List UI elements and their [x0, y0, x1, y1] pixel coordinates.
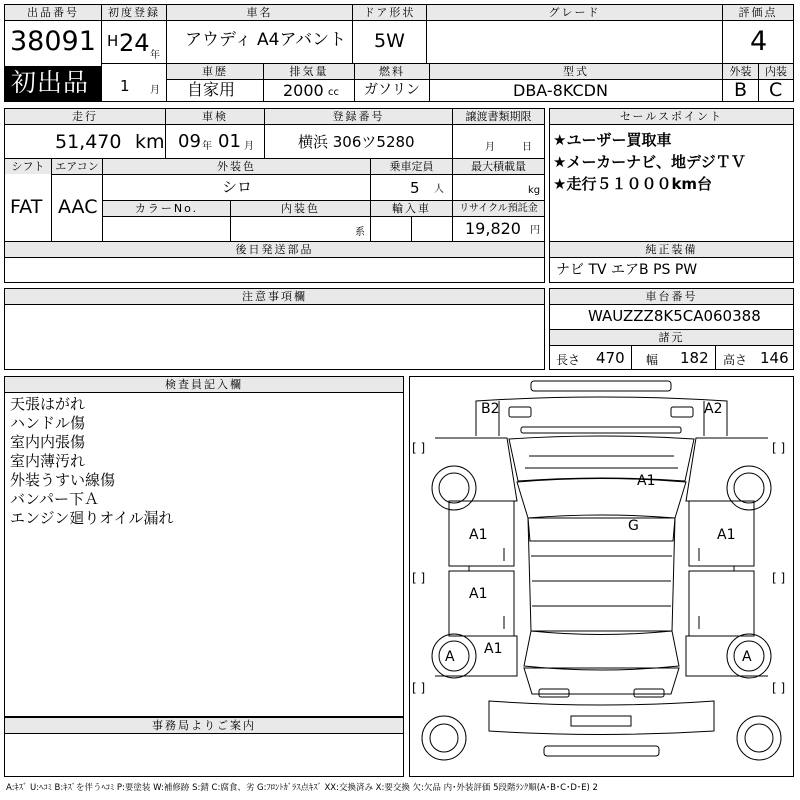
month-unit: 月	[150, 85, 160, 96]
inspector-note: 室内内張傷	[10, 433, 86, 451]
inspector-note: バンパー下Ａ	[10, 490, 99, 508]
grade-label: グレード	[427, 5, 722, 20]
displacement-unit: cc	[328, 87, 339, 98]
length-label: 長さ	[556, 353, 581, 367]
mark-a2: A2	[704, 401, 723, 417]
door-value: 5W	[374, 30, 405, 52]
era-letter: H	[107, 32, 119, 50]
interior-grade: C	[769, 79, 783, 101]
mark-a1-hood: A1	[637, 473, 656, 489]
capacity-value: 5	[410, 179, 420, 197]
mileage-unit: km	[135, 131, 165, 153]
office-label: 事務局よりご案内	[5, 718, 403, 733]
interior-label: 内装	[759, 64, 793, 79]
plate-label: 登録番号	[265, 109, 452, 124]
inspector-note: エンジン廻りオイル漏れ	[10, 509, 174, 527]
length-value: 470	[596, 349, 625, 367]
bracket-mid-right: [ ]	[772, 571, 786, 585]
mark-a1-left-rear: A1	[469, 586, 488, 602]
chassis-value: WAUZZZ8K5CA060388	[588, 307, 761, 325]
height-value: 146	[760, 349, 789, 367]
year-number: 24	[119, 29, 150, 57]
bracket-front-right: [ ]	[772, 441, 786, 455]
inspection-year: 09	[178, 131, 201, 152]
mark-a1-left-front: A1	[469, 527, 488, 543]
first-listing-label: 初出品	[11, 68, 90, 97]
lot-number: 38091	[10, 26, 96, 57]
sales-point-item: ★メーカーナビ、地デジＴＶ	[553, 153, 746, 171]
mark-g-windshield: G	[628, 518, 639, 534]
shift-label: シフト	[5, 159, 51, 174]
colorno-label: カラーNo.	[103, 201, 230, 216]
bracket-front-left: [ ]	[412, 441, 426, 455]
width-value: 182	[680, 349, 709, 367]
inspection-month: 01	[218, 131, 241, 152]
fuel-value: ガソリン	[364, 82, 420, 98]
transfer-label: 譲渡書類期限	[453, 109, 544, 124]
sales-point-item: ★走行５１０００km台	[553, 175, 713, 193]
sales-points-label: セールスポイント	[550, 109, 793, 124]
inspection-year-unit: 年	[202, 141, 212, 152]
mileage-label: 走行	[5, 109, 165, 124]
height-label: 高さ	[723, 353, 748, 367]
lot-label: 出品番号	[5, 5, 101, 20]
shift-value: FAT	[10, 196, 43, 218]
load-label: 最大積載量	[453, 159, 544, 174]
transfer-month-unit: 月	[485, 142, 495, 153]
bracket-rear-left: [ ]	[412, 681, 426, 695]
load-unit: kg	[528, 185, 541, 196]
interior-color-label: 内装色	[231, 201, 370, 216]
model-name-label: 車名	[167, 5, 352, 20]
door-label: ドア形状	[353, 5, 426, 20]
recycle-value: 19,820	[465, 219, 521, 238]
car-diagram	[409, 376, 794, 777]
equipment-label: 純正装備	[550, 242, 793, 257]
inspector-note: ハンドル傷	[10, 414, 86, 432]
sales-points-list	[553, 129, 791, 195]
width-label: 幅	[646, 353, 659, 367]
recycle-unit: 円	[530, 225, 540, 236]
mark-a1-right-front: A1	[717, 527, 736, 543]
color-value: シロ	[222, 178, 253, 196]
ac-value: AAC	[58, 196, 98, 218]
exterior-label: 外装	[723, 64, 758, 79]
recycle-label: リサイクル預託金	[453, 201, 544, 216]
interior-color-unit: 系	[355, 227, 365, 238]
fuel-label: 燃料	[355, 64, 429, 79]
capacity-label: 乗車定員	[371, 159, 452, 174]
inspector-notes	[10, 395, 400, 528]
sales-point-item: ★ユーザー買取車	[553, 131, 672, 149]
aftermarket-label: 後日発送部品	[5, 242, 544, 257]
exterior-grade: B	[734, 79, 748, 101]
mark-b2: B2	[481, 401, 500, 417]
month-number: 1	[120, 77, 130, 95]
inspector-note: 天張はがれ	[10, 395, 86, 413]
legend-footer: A:ｷｽﾞ U:ﾍｺﾐ B:ｷｽﾞを伴うﾍｺﾐ P:要塗装 W:補修跡 S:錆 C:腐食、劣 G:ﾌﾛﾝﾄｶﾞﾗｽ点ｷｽﾞ XX:交換済み X:要交換 欠:欠品 内･外装評価 5段階ﾗﾝｸ順(A･B･C･D･E) 2	[6, 783, 598, 793]
history-label: 車歴	[167, 64, 263, 79]
bracket-mid-left: [ ]	[412, 571, 426, 585]
first-reg-label: 初度登録	[102, 5, 166, 20]
transfer-day-unit: 日	[522, 142, 532, 153]
mileage-value: 51,470	[55, 131, 122, 153]
type-value: DBA-8KCDN	[513, 81, 608, 100]
inspection-month-unit: 月	[244, 141, 254, 152]
model-name: アウディ A4アバント	[185, 30, 347, 50]
equipment-value: ナビ TV エアB PS PW	[556, 262, 698, 278]
bracket-rear-right: [ ]	[772, 681, 786, 695]
mark-a-left-wheel: A	[445, 649, 455, 665]
inspector-label: 検査員記入欄	[5, 377, 403, 392]
score-value: 4	[750, 26, 768, 57]
color-label: 外装色	[103, 159, 370, 174]
import-label: 輸入車	[371, 201, 452, 216]
capacity-unit: 人	[434, 184, 444, 195]
inspector-note: 室内薄汚れ	[10, 452, 86, 470]
notes-label: 注意事項欄	[5, 289, 544, 304]
mark-a1-left-bottom: A1	[484, 641, 503, 657]
inspector-note: 外装うすい線傷	[10, 471, 116, 489]
score-label: 評価点	[723, 5, 793, 20]
dims-label: 諸元	[550, 330, 793, 345]
year-unit: 年	[150, 50, 160, 61]
details-table	[4, 108, 545, 242]
ac-label: エアコン	[52, 159, 102, 174]
displacement-value: 2000	[283, 81, 324, 100]
chassis-label: 車台番号	[550, 289, 793, 304]
type-label: 型式	[430, 64, 722, 79]
inspection-label: 車検	[166, 109, 264, 124]
displacement-label: 排気量	[264, 64, 354, 79]
plate-value: 横浜 306ツ5280	[298, 133, 415, 151]
mark-a-right-wheel: A	[742, 649, 752, 665]
history-value: 自家用	[187, 80, 236, 99]
